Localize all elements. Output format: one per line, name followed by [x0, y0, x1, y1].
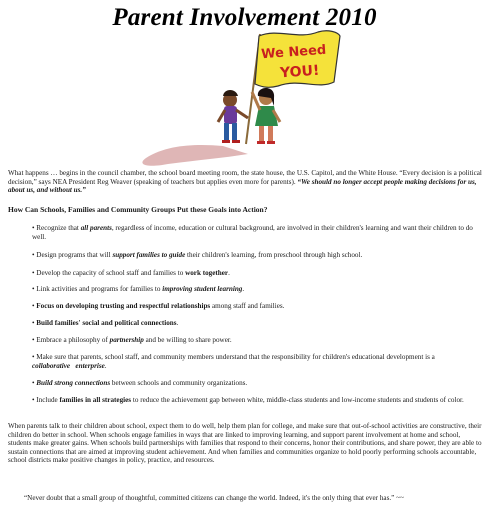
bullet-text: between schools and community organizations.	[110, 379, 248, 387]
bullet-text: .	[242, 285, 245, 293]
bullet-text: and be willing to share power.	[143, 336, 232, 344]
child-left	[218, 90, 248, 143]
bullet-text: among staff and families.	[210, 302, 285, 310]
intro-text: What happens … begins in the council chamber, the school board meeting room, the state house, the U.S. Capitol, and the White House. “Every decision is a political decision,” says NEA President Reg Weaver (speaking of teachers but applies even more for parents).	[8, 169, 482, 186]
bullet-text: • Link activities and programs for families to	[32, 285, 163, 293]
bullet-text: • Design programs that will	[32, 251, 113, 259]
flag-illustration-svg	[128, 26, 368, 171]
bullet-text: • Develop the capacity of school staff and families to	[32, 269, 186, 277]
bullet-text: .	[228, 269, 230, 277]
bullet-text: •	[32, 302, 37, 310]
list-item	[32, 336, 478, 345]
list-item	[32, 319, 478, 328]
bullet-text: their children's learning, from preschool through high school.	[185, 251, 363, 259]
list-item	[32, 353, 478, 370]
section-question: How Can Schools, Families and Community Groups Put these Goals into Action?	[8, 205, 268, 214]
closing-paragraph: When parents talk to their children about school, expect them to do well, help them plan for college, and make sure that out-of-school activities are constructive, their children do better in school. When schools engage families in ways that are linked to improving learning, and support parent involvement at home and school, students make greater gains. When schools build partnerships with families that respond to their concerns, honor their contributions, and share power, they are able to sustain connections that are aimed at improving student achievement. And when families and communities organize to hold poorly performing schools accountable, school districts make positive changes in policy, practice, and resources.	[8, 422, 482, 465]
list-item	[32, 396, 478, 405]
bullet-text: .	[176, 319, 179, 327]
bullet-emphasis: support families to guide	[112, 251, 186, 259]
bullet-text: to reduce the achievement gap between white, middle-class students and low-income students and students of color.	[131, 396, 464, 404]
bullet-emphasis: collaborative enterprise	[32, 361, 105, 370]
bullet-emphasis: Build strong connections	[36, 379, 111, 387]
flag-text-line2: YOU!	[279, 62, 320, 82]
bullet-text: .	[104, 361, 107, 370]
shadow-shape	[142, 145, 248, 166]
list-item	[32, 224, 478, 241]
bullet-text: • Make sure that parents, school staff, and community members understand that the responsibility for children's educational development is a	[32, 353, 435, 361]
bullet-emphasis: Build families' social and political connections	[36, 319, 177, 327]
list-item	[32, 379, 478, 388]
bullet-emphasis: all parents	[80, 224, 112, 232]
list-item	[32, 251, 478, 260]
bullet-text: •	[32, 319, 37, 327]
bullet-emphasis: partnership	[109, 336, 144, 344]
bullet-text: •	[32, 379, 37, 387]
flag-text-line1: We Need	[260, 42, 327, 63]
bullet-emphasis: improving student learning	[162, 285, 243, 293]
list-item	[32, 302, 478, 311]
bullet-text: • Recognize that	[32, 224, 81, 232]
children-with-flag-illustration	[128, 26, 368, 171]
list-item	[32, 269, 478, 278]
page-title: Parent Involvement 2010	[112, 4, 377, 31]
bullet-emphasis: families in all strategies	[59, 396, 132, 404]
intro-emphasis: “We should no longer accept people making decisions for us, about us, and without us.”	[8, 177, 477, 195]
bullet-emphasis: Focus on developing trusting and respectful relationships	[36, 302, 211, 310]
bullet-text: , regardless of income, education or cultural background, are involved in their children's learning and want their children to do well.	[32, 224, 473, 241]
bullet-emphasis: work together	[185, 269, 229, 277]
list-item	[32, 285, 478, 294]
closing-quote: “Never doubt that a small group of thoughtful, committed citizens can change the world. Indeed, it's the only thing that ever has.” ~~	[24, 494, 404, 502]
child-right	[252, 88, 280, 144]
intro-paragraph	[8, 169, 482, 195]
bullet-text: • Include	[32, 396, 60, 404]
bullet-text: • Embrace a philosophy of	[32, 336, 110, 344]
